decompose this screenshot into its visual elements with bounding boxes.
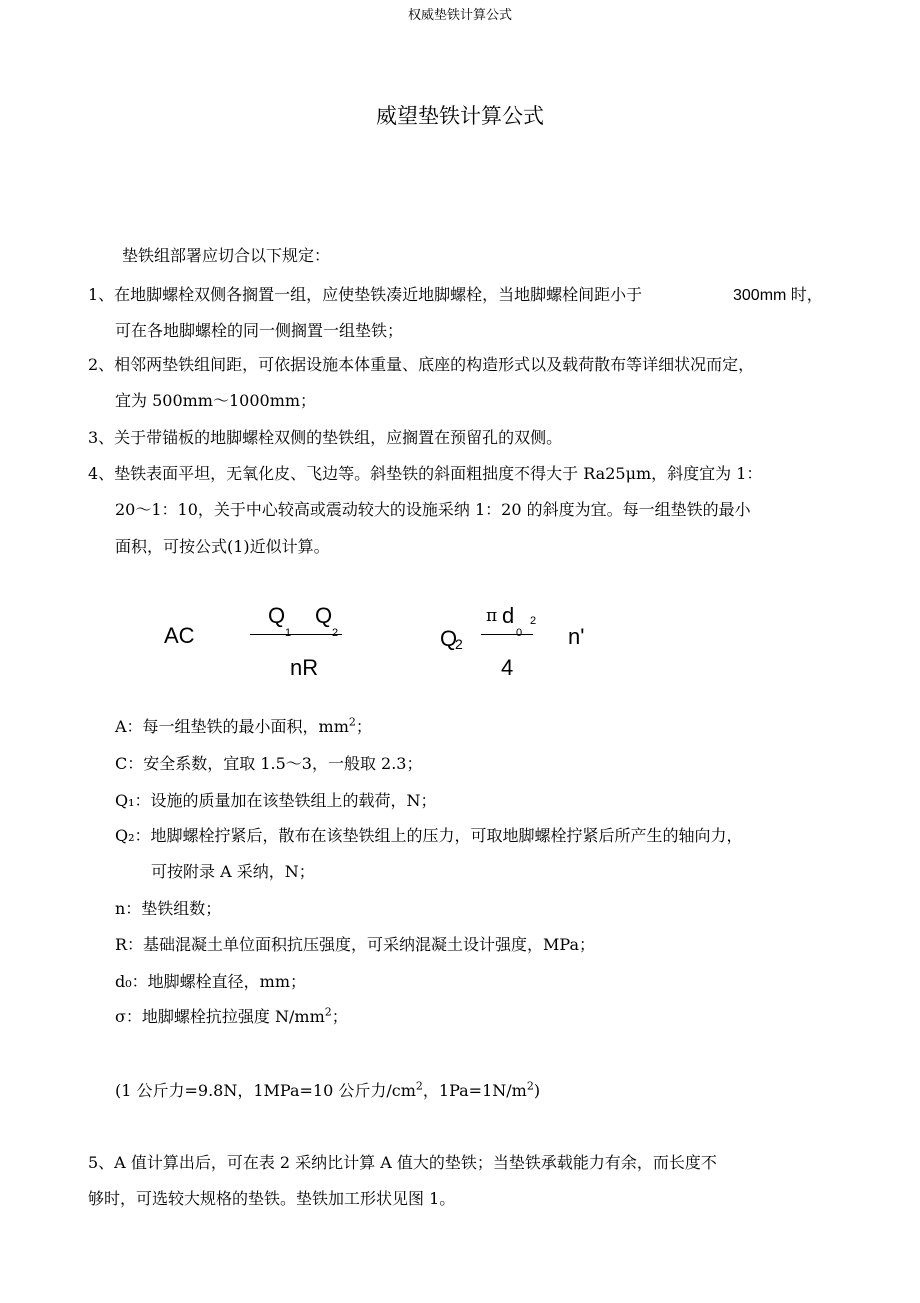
unit-text-2: ，1Pa=1N/m bbox=[422, 1081, 527, 1100]
unit-conversion bbox=[115, 1078, 540, 1101]
formula-d-sub: 0 bbox=[516, 627, 523, 639]
def-sigma-end: ； bbox=[331, 1007, 348, 1026]
item-5-line-1: 5、A 值计算出后，可在表 2 采纳比计算 A 值大的垫铁；当垫铁承载能力有余，而长度不 bbox=[88, 1153, 717, 1172]
page-title: 威望垫铁计算公式 bbox=[376, 104, 544, 128]
def-a-sup: 2 bbox=[348, 715, 356, 729]
unit-text-1: (1 公斤力=9.8N，1MPa=10 公斤力/cm bbox=[115, 1081, 416, 1100]
unit-text-3: ) bbox=[533, 1081, 541, 1100]
def-n: n：垫铁组数； bbox=[115, 899, 222, 918]
item-2-line-1: 2、相邻两垫铁组间距，可依据设施本体重量、底座的构造形式以及载荷散布等详细状况而定， bbox=[88, 355, 755, 374]
formula-sub-2: 2 bbox=[332, 627, 339, 639]
intro-text: 垫铁组部署应切合以下规定： bbox=[122, 246, 331, 265]
formula-q2: Q bbox=[440, 626, 458, 651]
formula-nr: nR bbox=[290, 655, 319, 680]
formula-d-sup: 2 bbox=[530, 615, 537, 627]
item-1-value: 300mm 时， bbox=[733, 287, 823, 304]
item-2-line-2: 宜为 500mm～1000mm； bbox=[115, 391, 317, 410]
formula-q1: Q bbox=[268, 603, 286, 628]
def-sigma bbox=[115, 1004, 348, 1027]
unit-sup-1: 2 bbox=[415, 1079, 423, 1093]
def-a-end: ； bbox=[355, 717, 372, 736]
def-c: C：安全系数，宜取 1.5～3，一般取 2.3； bbox=[115, 754, 423, 773]
formula-sub-1: 1 bbox=[285, 627, 292, 639]
unit-sup-2: 2 bbox=[526, 1079, 534, 1093]
def-q1: Q₁：设施的质量加在该垫铁组上的载荷，N； bbox=[115, 791, 437, 810]
formula-d: d bbox=[502, 603, 515, 628]
def-sigma-text: σ：地脚螺栓抗拉强度 N/mm bbox=[115, 1007, 325, 1026]
def-q2-line-1: Q₂：地脚螺栓拧紧后，散布在该垫铁组上的压力，可取地脚螺栓拧紧后所产生的轴向力， bbox=[115, 826, 743, 845]
item-1-line-1: 1、在地脚螺栓双侧各搁置一组，应使垫铁凑近地脚螺栓，当地脚螺栓间距小于 bbox=[88, 285, 643, 304]
def-a-text: A：每一组垫铁的最小面积，mm bbox=[115, 717, 349, 736]
item-4-line-2: 20～1：10，关于中心较高或震动较大的设施采纳 1：20 的斜度为宜。每一组垫铁的最小 bbox=[115, 500, 751, 519]
formula-q2-sub: 2 bbox=[455, 636, 463, 652]
def-a bbox=[115, 714, 372, 737]
item-4-line-1: 4、垫铁表面平坦，无氧化皮、飞边等。斜垫铁的斜面粗拙度不得大于 Ra25μm，斜度宜为 1： bbox=[88, 464, 763, 483]
def-q2-line-2: 可按附录 A 采纳，N； bbox=[151, 862, 315, 881]
item-5-line-2: 够时，可选较大规格的垫铁。垫铁加工形状见图 1。 bbox=[88, 1189, 456, 1208]
formula-n-prime: n' bbox=[568, 624, 585, 649]
formula-four: 4 bbox=[501, 655, 514, 680]
fraction-line-2 bbox=[481, 634, 533, 635]
formula-ac: AC bbox=[164, 623, 195, 648]
item-3: 3、关于带锚板的地脚螺栓双侧的垫铁组，应搁置在预留孔的双侧。 bbox=[88, 428, 563, 447]
def-r: R：基础混凝土单位面积抗压强度，可采纳混凝土设计强度，MPa； bbox=[115, 935, 596, 954]
def-sigma-sup: 2 bbox=[324, 1005, 332, 1019]
fraction-line-1 bbox=[250, 634, 342, 635]
item-1-line-2: 可在各地脚螺栓的同一侧搁置一组垫铁； bbox=[115, 321, 404, 340]
page-header: 权威垫铁计算公式 bbox=[407, 8, 512, 23]
def-d0: d₀：地脚螺栓直径，mm； bbox=[115, 972, 307, 991]
item-4-line-3: 面积，可按公式(1)近似计算。 bbox=[115, 537, 330, 556]
formula-q2-numerator: Q bbox=[315, 603, 333, 628]
formula-pi: π bbox=[486, 606, 498, 626]
